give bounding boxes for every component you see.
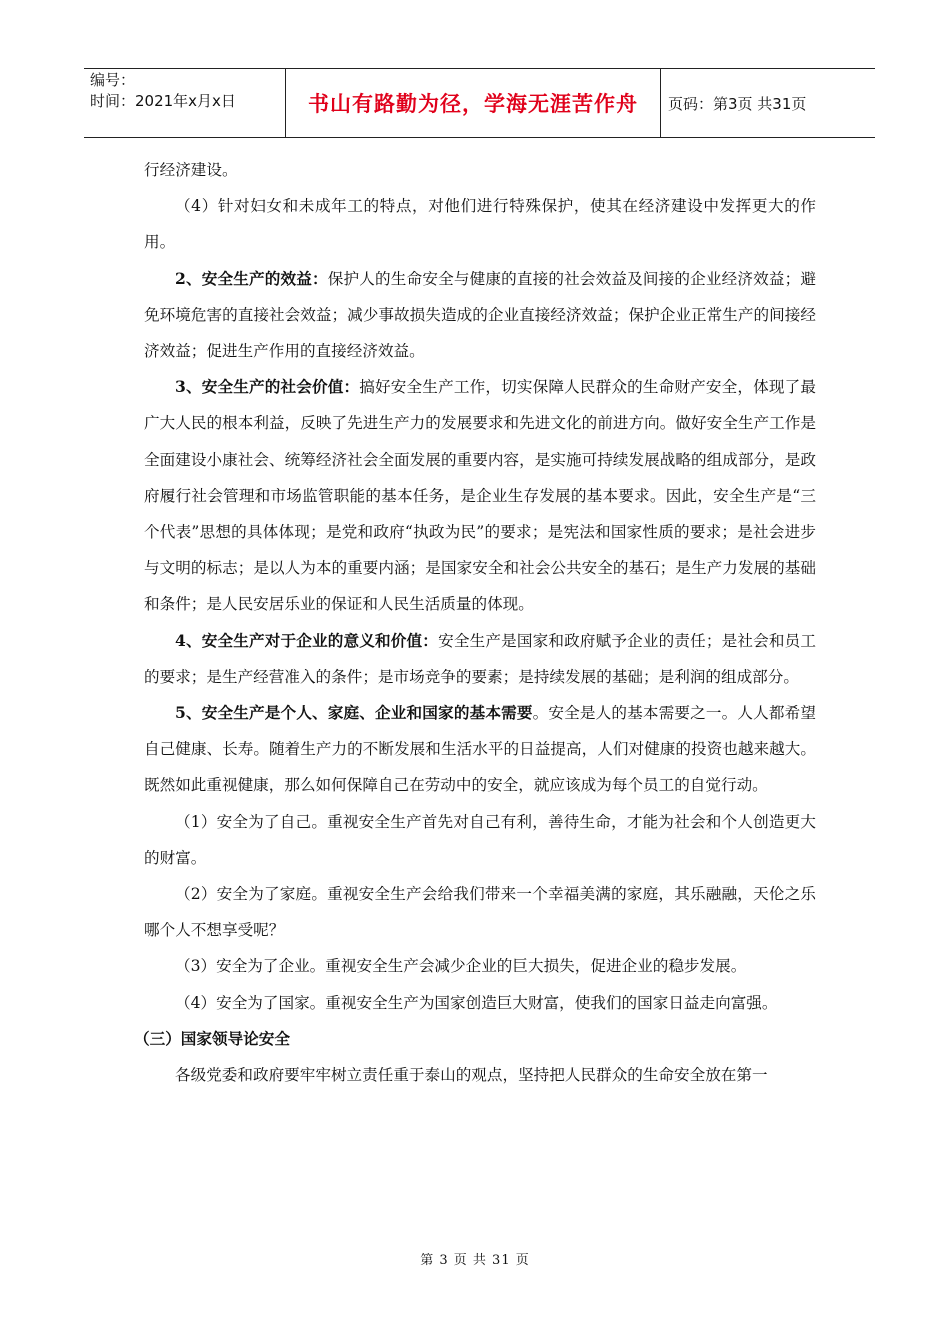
- header-motto: 书山有路勤为径，学海无涯苦作舟: [285, 69, 661, 137]
- paragraph-text: 安全生产是国家和政府赋予企业的责任；是社会和员工的要求；是生产经营准入的条件；是市场竞争的要素；是持续发展的基础；是利润的组成部分。: [144, 631, 816, 686]
- paragraph-text: 保护人的生命安全与健康的直接的社会效益及间接的企业经济效益；避免环境危害的直接社会效益；减少事故损失造成的企业直接经济效益；保护企业正常生产的间接经济效益；促进生产作用的直接经济效益。: [144, 269, 816, 361]
- paragraph-text: 。安全是人的基本需要之一。人人都希望自己健康、长寿。随着生产力的不断发展和生活水平的日益提高，人们对健康的投资也越来越大。既然如此重视健康，那么如何保障自己在劳动中的安全，就应该成为每个员工的自觉行动。: [144, 704, 816, 795]
- paragraph: [144, 623, 816, 695]
- paragraph: （4）安全为了国家。重视安全生产为国家创造巨大财富，使我们的国家日益走向富强。: [175, 993, 778, 1012]
- paragraph-heading: 2、安全生产的效益：: [175, 268, 328, 288]
- time-label: 时间：2021年x月x日: [90, 92, 236, 110]
- paragraph: 各级党委和政府要牢牢树立责任重于泰山的观点，坚持把人民群众的生命安全放在第一: [175, 1066, 768, 1085]
- paragraph: （3）安全为了企业。重视安全生产会减少企业的巨大损失，促进企业的稳步发展。: [175, 957, 747, 976]
- paragraph: [144, 369, 816, 622]
- paragraph: （4）针对妇女和未成年工的特点，对他们进行特殊保护，使其在经济建设中发挥更大的作用。: [144, 197, 816, 252]
- header-meta: [90, 69, 286, 137]
- paragraph: [144, 695, 816, 804]
- paragraph: （1）安全为了自己。重视安全生产首先对自己有利，善待生命，才能为社会和个人创造更大的财富。: [144, 812, 816, 867]
- paragraph-heading: 4、安全生产对于企业的意义和价值：: [175, 630, 439, 650]
- paragraph-heading: 3、安全生产的社会价值：: [175, 377, 360, 397]
- paragraph-text: 搞好安全生产工作，切实保障人民群众的生命财产安全，体现了最广大人民的根本利益，反映了先进生产力的发展要求和先进文化的前进方向。做好安全生产工作是全面建设小康社会、统筹经济社会全面发展的重要内容，是实施可持续发展战略的组成部分，是政府履行社会管理和市场监管职能的基本任务，是企业生存发展的基本要求。因此，安全生产是“三个代表”思想的具体体现；是党和政府“执政为民”的要求；是宪法和国家性质的要求；是社会进步与文明的标志；是以人为本的重要内涵；是国家安全和社会公共安全的基石；是生产力发展的基础和条件；是人民安居乐业的保证和人民生活质量的体现。: [144, 378, 816, 614]
- paragraph: 行经济建设。: [144, 161, 238, 179]
- header-page-info: 页码：第3页 共31页: [668, 94, 807, 113]
- paragraph: （2）安全为了家庭。重视安全生产会给我们带来一个幸福美满的家庭，其乐融融，天伦之乐哪个人不想享受呢？: [144, 885, 816, 940]
- number-label: 编号：: [90, 71, 136, 89]
- page-header: [84, 68, 875, 138]
- section-heading: （三）国家领导论安全: [134, 1028, 290, 1048]
- paragraph-heading: 5、安全生产是个人、家庭、企业和国家的基本需要: [175, 703, 533, 723]
- paragraph: [144, 261, 816, 370]
- page-footer: 第 3 页 共 31 页: [420, 1253, 530, 1268]
- document-body: [134, 152, 816, 1093]
